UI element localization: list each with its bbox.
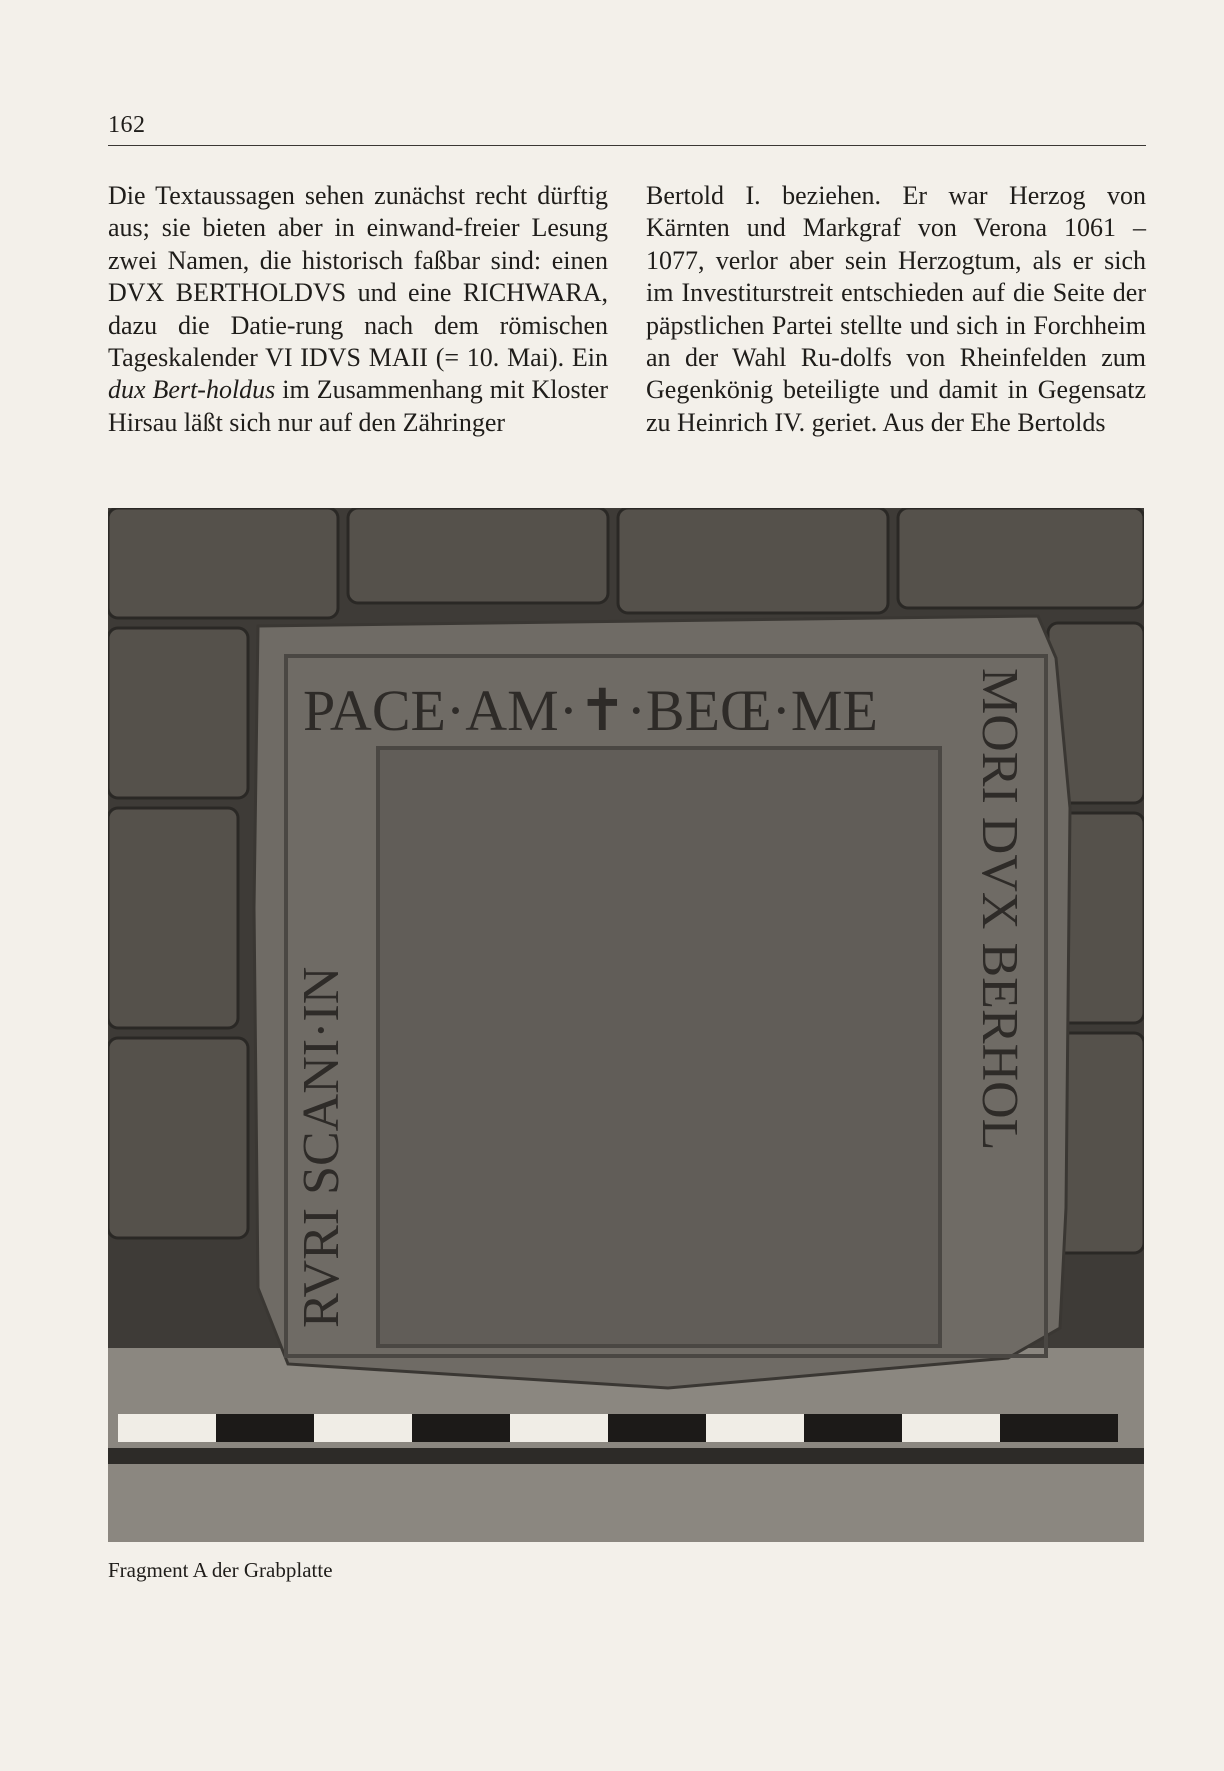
paragraph-right: Bertold I. beziehen. Er war Herzog von Kärnten und Markgraf von Verona 1061 – 1077, verlor aber sein Herzogtum, als er sich im Investiturstreit entschieden auf die Seite der päpstlichen Partei stellte und sich in Forchheim an der Wahl Ru-dolfs von Rheinfelden zum Gegenkönig beteiligte und damit in Gegensatz zu Heinrich IV. geriet. Aus der Ehe Bertolds <box>646 181 1146 437</box>
latin-term: dux Bert-holdus <box>108 375 276 405</box>
slab-inner-panel <box>378 748 940 1346</box>
inscription-left: RVRI SCANI·IN <box>293 966 350 1328</box>
text-column-right <box>646 180 1146 439</box>
photo-caption: Fragment A der Grabplatte <box>108 1558 333 1582</box>
grave-slab-illustration <box>108 508 1144 1542</box>
photo-grave-slab <box>108 508 1144 1542</box>
paragraph-left-part-1: Die Textaussagen sehen zunächst recht dürftig aus; sie bieten aber in einwand-freier Lesung zwei Namen, die historisch faßbar sind: einen DVX BERTHOLDVS und eine RICHWARA, dazu die Datie-rung nach dem römischen Tageskalender VI IDVS MAII (= 10. Mai). Ein <box>108 181 608 373</box>
text-column-left <box>108 180 608 439</box>
header-rule <box>108 145 1146 146</box>
inscription-top: PACE·AM·✝·BEŒ·ME <box>303 678 878 743</box>
paragraph-left <box>108 180 608 439</box>
inscription-right: MORI DVX BERHOL <box>971 668 1028 1151</box>
paragraph-left-part-3: im Zusammenhang mit Kloster Hirsau läßt sich nur auf den Zähringer <box>108 375 608 437</box>
scale-bar <box>108 1414 1144 1464</box>
page-number: 162 <box>108 112 146 138</box>
